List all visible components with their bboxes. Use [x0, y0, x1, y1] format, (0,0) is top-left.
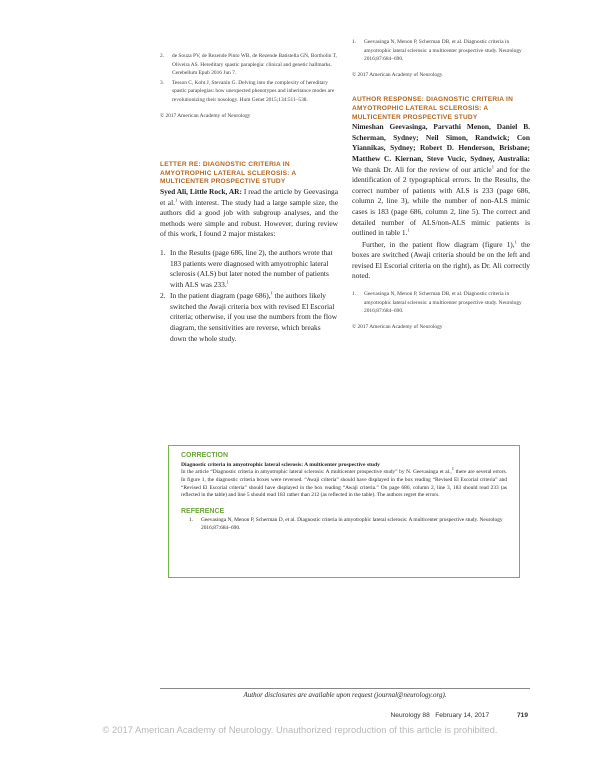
- reference-text: Geevasinga N, Menon P, Scherman DB, et al. Diagnostic criteria in amyotrophic lateral sclerosis: a multicenter prospective study. Neurology 2016;87:684–690.: [364, 39, 522, 63]
- copyright-notice: © 2017 American Academy of Neurology: [352, 323, 443, 330]
- correction-heading: CORRECTION: [181, 452, 229, 459]
- list-item: 1. In the Results (page 686, line 2), the authors wrote that 183 patients were diagnosed with amyotrophic lateral sclerosis (ALS) but later noted the number of patients with ALS was 233.$^1$: [160, 247, 333, 289]
- letter-heading: LETTER RE: DIAGNOSTIC CRITERIA IN AMYOTROPHIC LATERAL SCLEROSIS: A MULTICENTER PROSPECTIVE STUDY: [160, 161, 297, 186]
- copyright-notice: © 2017 American Academy of Neurology: [352, 71, 443, 78]
- reference-text: de Souza PV, de Rezende Pinto WB, de Rezende Batistella GN, Bortholin T, Oliveira AS. Hereditary spastic paraplegia: clinical and genetic hallmarks. Cerebellum Epub 2016 Jun 7.: [172, 53, 337, 77]
- correction-box: [168, 445, 520, 578]
- reference-list: [352, 290, 530, 316]
- correction-subtitle: Diagnostic criteria in amyotrophic lateral sclerosis: A multicenter prospective study: [181, 462, 380, 468]
- reference-heading: REFERENCE: [181, 508, 225, 516]
- response-paragraph: Nimeshan Geevasinga, Parvathi Menon, Daniel B. Scherman, Sydney; Neil Simon, Randwick; Con Yiannikas, Sydney; Robert D. Henderson, Brisbane; Matthew C. Kiernan, Steve Vucic, Sydney, Australia: We thank Dr. Ali for the review of our article$^1$ and for the identification of 2 typographical errors. In the Results, the correct number of patients with ALS is 233 (page 686, column 2, line 3), while the number of non-ALS mimic cases is 183 (page 686, column 2, line 5). The correct and detailed number of ALS/non-ALS mimic patients is outlined in table 1.$^1$: [352, 122, 530, 238]
- response-authors: Nimeshan Geevasinga, Parvathi Menon, Daniel B. Scherman, Sydney; Neil Simon, Randwick; Con Yiannikas, Sydney; Robert D. Henderson, Brisbane; Matthew C. Kiernan, Steve Vucic, Sydney, Australia:: [352, 122, 530, 163]
- response-paragraph: Further, in the patient flow diagram (figure 1),$^1$ the boxes are switched (Awaji criteria should be on the left and revised El Escorial criteria on the right), as Dr. Ali correctly noted.: [352, 239, 530, 281]
- reference-text: Tesson C, Koht J, Stevanin G. Delving into the complexity of hereditary spastic paraplegias: how unexpected phenotypes and inheritance modes are revolutionizing their nosology. Hum Genet 2015;134:511–538.: [172, 79, 335, 103]
- letter-author: Syed Ali, Little Rock, AR:: [160, 186, 242, 196]
- journal-volume: Neurology 88: [390, 712, 430, 719]
- reference-list: [160, 52, 338, 105]
- copyright-watermark: © 2017 American Academy of Neurology. Unauthorized reproduction of this article is prohibited.: [102, 724, 498, 735]
- reference-item: 1. Geevasinga N, Menon P, Scherman DB, et al. Diagnostic criteria in amyotrophic lateral sclerosis: a multicenter prospective study. Neurology 2016;87:684–690.: [352, 290, 530, 316]
- disclosure-note: Author disclosures are available upon request (journal@neurology.org).: [160, 688, 530, 699]
- reference-list: [352, 38, 530, 64]
- mistake-list: [160, 248, 338, 344]
- left-column: [160, 52, 338, 345]
- correction-text: In the article “Diagnostic criteria in amyotrophic lateral sclerosis: A multicenter prospective study” by N. Geevasinga et al.,$^1$ there are several errors. In figure 1, the diagnostic criteria boxes were reversed. “Awaji criteria” should have displayed in the box reading “Revised El Escorial criteria” and “Revised El Escorial criteria” should have displayed in the box reading “Awaji criteria.” On page 686, column 2, line 3, 183 should read 233 (as reflected in the table) and line 5 should read 183 rather than 212 (as reflected in the table). The authors regret the errors.: [181, 466, 507, 499]
- reference-text: Geevasinga N, Menon P, Scherman DB, et al. Diagnostic criteria in amyotrophic lateral sclerosis: a multicenter prospective study. Neurology 2016;87:684–690.: [364, 291, 522, 315]
- reference-item: 1. Geevasinga N, Menon P, Scherman D, et al. Diagnostic criteria in amyotrophic lateral sclerosis: A multicenter prospective study. Neurology 2016;87:684–690.: [189, 517, 507, 533]
- reference-item: 1. Geevasinga N, Menon P, Scherman DB, et al. Diagnostic criteria in amyotrophic lateral sclerosis: a multicenter prospective study. Neurology 2016;87:684–690.: [352, 38, 530, 64]
- copyright-notice: © 2017 American Academy of Neurology: [160, 112, 251, 119]
- response-heading: AUTHOR RESPONSE: DIAGNOSTIC CRITERIA IN AMYOTROPHIC LATERAL SCLEROSIS: A MULTICENTER PROSPECTIVE STUDY: [352, 96, 514, 121]
- reference-item: 3. Tesson C, Koht J, Stevanin G. Delving into the complexity of hereditary spastic paraplegias: how unexpected phenotypes and inheritance modes are revolutionizing their nosology. Hum Genet 2015;134:511–538.: [160, 79, 338, 105]
- page-number: 719: [516, 712, 528, 719]
- reference-item: 2. de Souza PV, de Rezende Pinto WB, de Rezende Batistella GN, Bortholin T, Oliveira AS. Hereditary spastic paraplegia: clinical and genetic hallmarks. Cerebellum Epub 2016 Jun 7.: [160, 53, 337, 77]
- issue-date: February 14, 2017: [435, 712, 490, 719]
- page-footer: [391, 712, 528, 719]
- right-column: [352, 38, 530, 332]
- letter-intro: Syed Ali, Little Rock, AR: I read the article by Geevasinga et al.$^1$ with interest. The study had a large sample size, the authors did a good job with subgroup analyses, and the methods were simple and robust. However, during review of this work, I found 2 major mistakes:: [160, 186, 338, 239]
- reference-text: Geevasinga N, Menon P, Scherman D, et al. Diagnostic criteria in amyotrophic lateral sclerosis: A multicenter prospective study. Neurology 2016;87:684–690.: [201, 517, 503, 531]
- list-item: 2. In the patient diagram (page 686),$^1$ the authors likely switched the Awaji criteria box with revised El Escorial criteria; otherwise, if you use the numbers from the flow diagram, the sensitivities are reverse, which breaks down the whole study.: [160, 290, 338, 343]
